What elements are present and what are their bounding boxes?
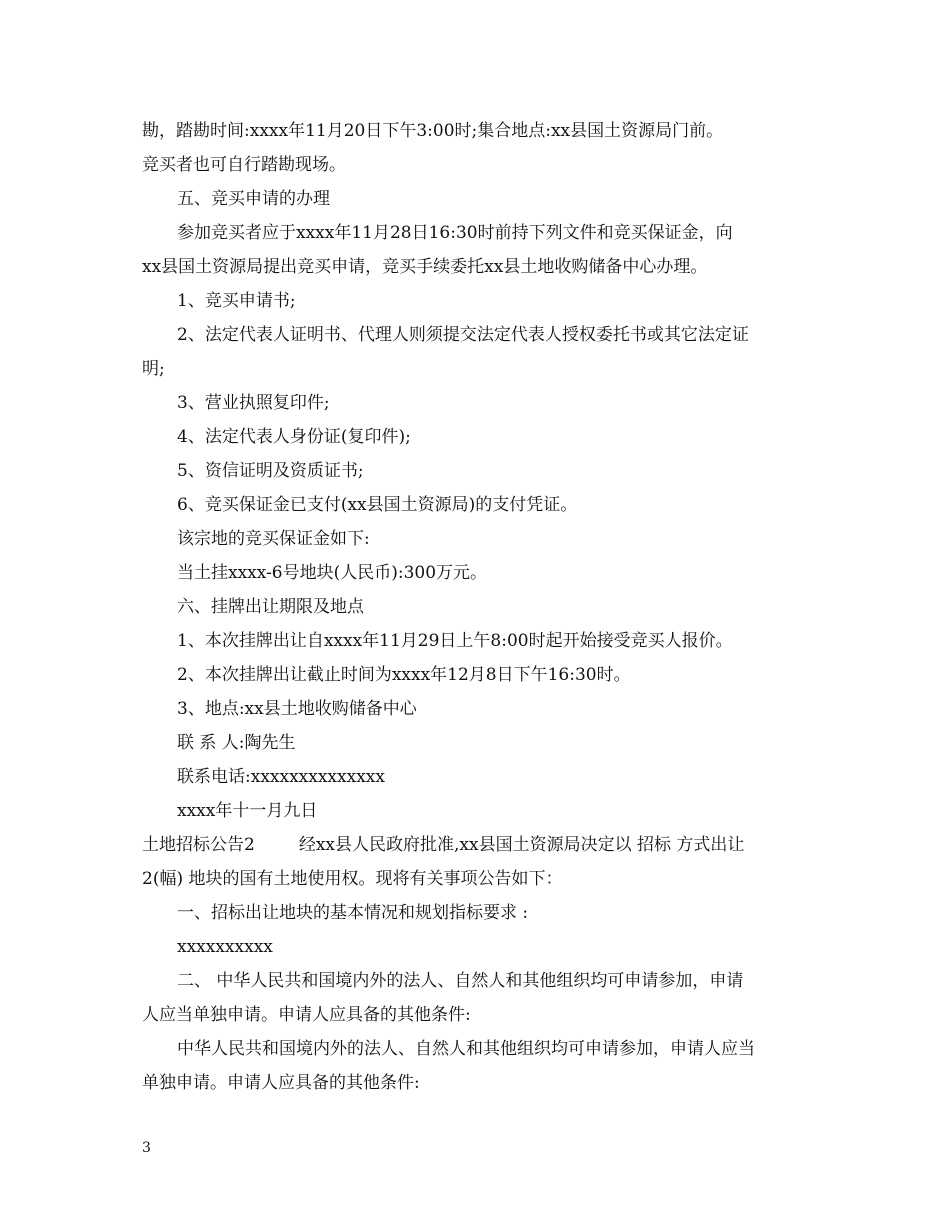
text-line: 勘，踏勘时间:xxxx年11月20日下午3:00时;集合地点:xx县国土资源局门前。	[142, 121, 724, 141]
list-item: 3、营业执照复印件;	[177, 393, 330, 413]
section-heading: 六、挂牌出让期限及地点	[177, 597, 364, 617]
section-heading: 二、 中华人民共和国境内外的法人、自然人和其他组织均可申请参加，申请	[177, 971, 744, 991]
text-line	[142, 828, 812, 862]
text-line: 参加竞买者应于xxxx年11月28日16:30时前持下列文件和竞买保证金，向	[177, 223, 733, 243]
list-item: 5、资信证明及资质证书;	[177, 461, 364, 481]
text-line: 竞买者也可自行踏勘现场。	[142, 155, 346, 175]
announcement-title: 土地招标公告2	[142, 835, 255, 855]
list-item: 4、法定代表人身份证(复印件);	[177, 427, 411, 447]
text-line: 中华人民共和国境内外的法人、自然人和其他组织均可申请参加，申请人应当	[177, 1039, 755, 1059]
page-number: 3	[142, 1140, 151, 1156]
list-item: 6、竞买保证金已支付(xx县国土资源局)的支付凭证。	[177, 495, 578, 515]
section-heading: 一、招标出让地块的基本情况和规划指标要求 :	[177, 903, 529, 923]
list-item: 2、本次挂牌出让截止时间为xxxx年12月8日下午16:30时。	[177, 665, 631, 685]
contact-phone: 联系电话:xxxxxxxxxxxxxx	[177, 767, 385, 787]
announcement-intro: 经xx县人民政府批准,xx县国土资源局决定以 招标 方式出让	[298, 835, 745, 855]
section-heading: 五、竞买申请的办理	[177, 189, 330, 209]
document-date: xxxx年十一月九日	[177, 801, 318, 821]
text-line: xx县国土资源局提出竞买申请，竞买手续委托xx县土地收购储备中心办理。	[142, 257, 708, 277]
list-item: 2、法定代表人证明书、代理人则须提交法定代表人授权委托书或其它法定证	[177, 325, 749, 345]
text-line: 人应当单独申请。申请人应具备的其他条件:	[142, 1005, 471, 1025]
document-body	[142, 114, 812, 1100]
text-line: 当土挂xxxx-6号地块(人民币):300万元。	[177, 563, 488, 583]
text-line: 该宗地的竞买保证金如下:	[177, 529, 370, 549]
list-item: 1、本次挂牌出让自xxxx年11月29日上午8:00时起开始接受竞买人报价。	[177, 631, 733, 651]
list-item: 3、地点:xx县土地收购储备中心	[177, 699, 417, 719]
text-line: 单独申请。申请人应具备的其他条件:	[142, 1073, 420, 1093]
text-line: 2(幅) 地块的国有土地使用权。现将有关事项公告如下：	[142, 869, 563, 889]
text-line: 明;	[142, 359, 165, 379]
list-item: 1、竞买申请书;	[177, 291, 296, 311]
text-line: xxxxxxxxxx	[177, 937, 273, 957]
contact-person: 联 系 人:陶先生	[177, 733, 296, 753]
